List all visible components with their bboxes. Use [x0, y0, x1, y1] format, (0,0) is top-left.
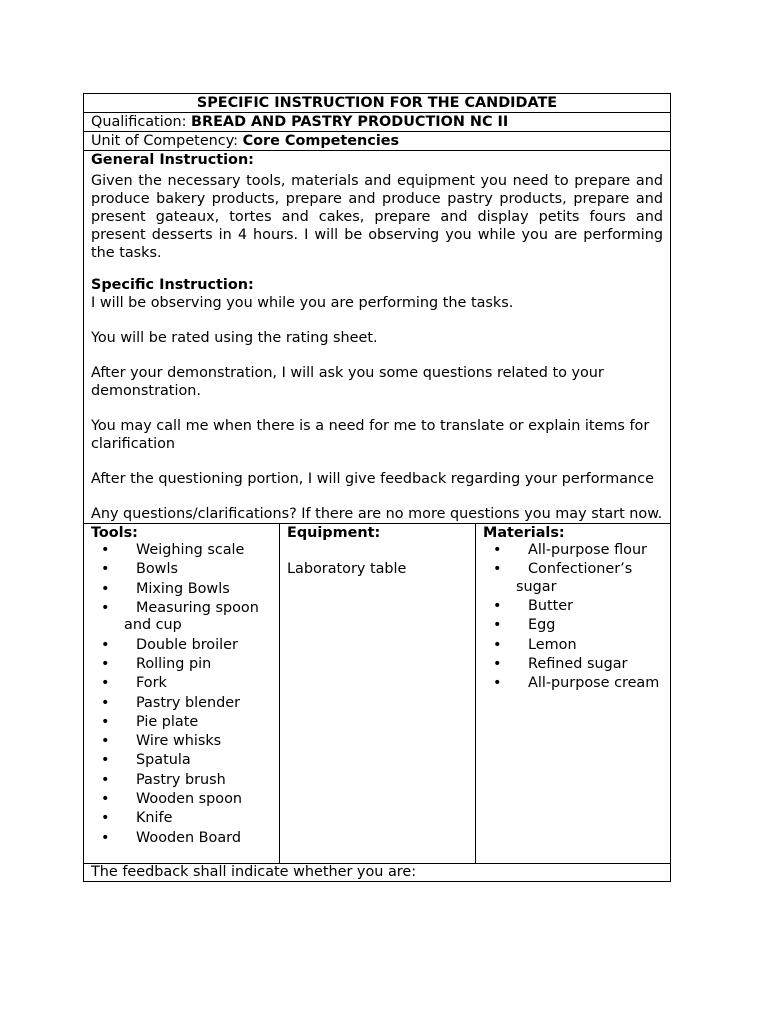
material-name: Refined sugar [528, 655, 628, 672]
list-item [483, 617, 663, 635]
tools-column [84, 524, 280, 863]
bullet-icon: • [101, 694, 110, 711]
bullet-icon: • [101, 810, 110, 827]
material-name: Butter [528, 598, 574, 615]
specific-paragraph: After your demonstration, I will ask you some questions related to your demonstration. [91, 365, 604, 399]
bullet-icon: • [101, 752, 110, 769]
tool-name: Weighing scale [136, 542, 245, 558]
bullet-icon: • [101, 636, 110, 653]
bullet-icon: • [493, 561, 502, 578]
list-item [91, 810, 272, 828]
bullet-icon: • [493, 617, 502, 634]
list-item [483, 637, 663, 655]
qualification-value: BREAD AND PASTRY PRODUCTION NC II [191, 114, 509, 130]
bullet-icon: • [101, 675, 110, 692]
bullet-icon: • [101, 599, 110, 616]
resources-table [83, 523, 671, 863]
bullet-icon: • [101, 580, 110, 597]
list-item [91, 656, 272, 674]
bullet-icon: • [101, 713, 110, 730]
tool-name: Pastry brush [136, 771, 226, 788]
qualification-label: Qualification: [91, 114, 192, 130]
specific-paragraph: I will be observing you while you are performing the tasks. [91, 295, 514, 311]
list-item [91, 830, 272, 848]
bullet-icon: • [493, 598, 502, 615]
list-item [483, 675, 663, 693]
general-text: Given the necessary tools, materials and equipment you need to prepare and produce bakery products, prepare and produce pastry products, prepare and present gateaux, tortes and cakes, prepare and display petits fours and present desserts in 4 hours. I will be observing you while you are performing the tasks. [91, 173, 663, 261]
materials-heading: Materials: [483, 525, 565, 541]
feedback-row [83, 863, 671, 882]
specific-paragraph: You will be rated using the rating sheet. [91, 330, 378, 346]
title-text: SPECIFIC INSTRUCTION FOR THE CANDIDATE [196, 95, 558, 111]
bullet-icon: • [101, 542, 110, 558]
list-item [91, 714, 272, 732]
tool-name: Wooden spoon [136, 791, 243, 808]
specific-paragraph: Any questions/clarifications? If there are no more questions you may start now. [91, 506, 663, 522]
document-title [83, 93, 671, 112]
list-item [483, 542, 663, 560]
unit-label: Unit of Competency: [91, 133, 243, 149]
unit-row [83, 131, 671, 150]
bullet-icon: • [493, 675, 502, 692]
list-item [91, 791, 272, 809]
materials-list [483, 542, 663, 693]
tool-name: Fork [136, 675, 167, 692]
tool-name: Double broiler [136, 636, 238, 653]
tool-name: Measuring spoon and cup [124, 599, 259, 634]
bullet-icon: • [493, 542, 502, 558]
list-item [91, 772, 272, 790]
bullet-icon: • [493, 655, 502, 672]
tool-name: Spatula [136, 752, 191, 769]
list-item [483, 561, 663, 596]
qualification-row [83, 112, 671, 131]
tool-name: Mixing Bowls [136, 580, 230, 597]
bullet-icon: • [101, 791, 110, 808]
list-item [483, 656, 663, 674]
list-item [91, 637, 272, 655]
bullet-icon: • [101, 829, 110, 846]
equipment-column [280, 524, 476, 863]
general-heading: General Instruction: [91, 152, 254, 168]
materials-column [476, 524, 670, 863]
instructions-section [83, 150, 671, 523]
bullet-icon: • [101, 771, 110, 788]
equipment-heading: Equipment: [287, 525, 381, 541]
material-name: All-purpose cream [528, 675, 660, 692]
list-item [91, 561, 272, 579]
tools-list [91, 542, 272, 847]
list-item [91, 752, 272, 770]
list-item [91, 675, 272, 693]
material-name: Confectioner’s sugar [516, 561, 633, 595]
specific-paragraph: You may call me when there is a need for me to translate or explain items for clarification [91, 418, 650, 452]
list-item [483, 598, 663, 616]
unit-value: Core Competencies [242, 133, 400, 149]
tool-name: Bowls [136, 561, 178, 578]
bullet-icon: • [101, 733, 110, 750]
feedback-text: The feedback shall indicate whether you are: [91, 864, 417, 880]
list-item [91, 600, 272, 635]
instruction-document [83, 93, 671, 882]
specific-heading: Specific Instruction: [91, 277, 254, 293]
list-item [91, 733, 272, 751]
tools-heading: Tools: [91, 525, 138, 541]
tool-name: Pie plate [136, 713, 199, 730]
tool-name: Wire whisks [136, 733, 222, 750]
tool-name: Knife [136, 810, 173, 827]
equipment-item: Laboratory table [287, 561, 407, 577]
bullet-icon: • [493, 636, 502, 653]
material-name: All-purpose flour [528, 542, 647, 558]
tool-name: Rolling pin [136, 655, 212, 672]
list-item [91, 581, 272, 599]
tool-name: Pastry blender [136, 694, 241, 711]
list-item [91, 542, 272, 560]
bullet-icon: • [101, 655, 110, 672]
material-name: Lemon [528, 636, 577, 653]
list-item [91, 695, 272, 713]
tool-name: Wooden Board [136, 829, 241, 846]
specific-paragraph: After the questioning portion, I will give feedback regarding your performance [91, 471, 654, 487]
bullet-icon: • [101, 561, 110, 578]
material-name: Egg [528, 617, 556, 634]
